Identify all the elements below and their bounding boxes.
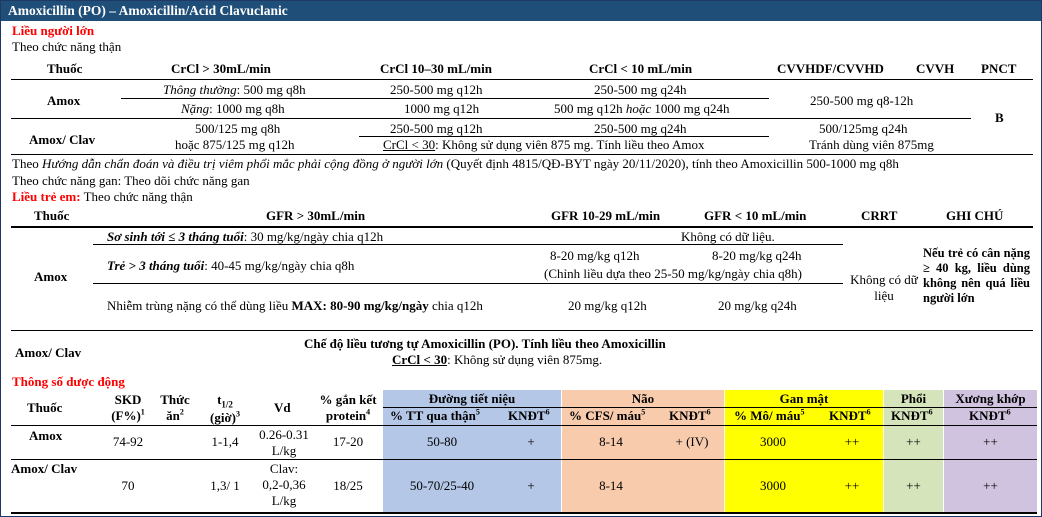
adult-amoxclav-name: Amox/ Clav: [29, 132, 96, 147]
adult-amoxclav-crcl30-note: CrCl < 30: Không sử dụng viên 875 mg. Tính liều theo Amox: [383, 137, 705, 152]
adult-header-crcl-gt30: CrCl > 30mL/min: [171, 61, 271, 76]
pk-row1-name: Amox: [29, 428, 63, 443]
pk-group-uro: Đường tiết niệu: [428, 391, 516, 406]
adult-header-cvvh: CVVH: [916, 61, 955, 76]
child-amox-name: Amox: [34, 269, 68, 284]
adult-amoxclav-gt30-b: hoặc 875/125 mg q12h: [175, 137, 295, 152]
pk-sub-uro-kndt: KNĐT$^6$: [508, 407, 550, 423]
adult-note-pneumonia: Theo Hướng dẫn chẩn đoán và điều trị viêm phổi mắc phải cộng đồng ở người lớn (Quyết định 4815/QĐ-BYT ngày 20/11/2020), tính theo Amoxicillin 500-1000 mg q8h: [12, 156, 899, 171]
pk-row2-liver-mo: 3000: [760, 478, 786, 493]
pk-row1-protein: 17-20: [332, 434, 364, 449]
child-amoxclav-line1: Chế độ liều tương tự Amoxicillin (PO). Tính liều theo Amoxicillin: [304, 336, 666, 351]
pk-row2-lung-kndt: ++: [906, 478, 921, 493]
adult-amoxclav-cvvh-b: Tránh dùng viên 875mg: [809, 137, 934, 152]
adult-amoxclav-crcl-lt10: 250-500 mg q24h: [594, 121, 687, 136]
adult-header-pnct: PNCT: [981, 61, 1017, 76]
adult-header-crcl-10-30: CrCl 10–30 mL/min: [380, 61, 492, 76]
adult-amox-crcl-10-30-a: 250-500 mg q12h: [390, 82, 483, 97]
pk-row1-liver-mo: 3000: [760, 434, 786, 449]
pk-row2-bone-kndt: ++: [983, 478, 998, 493]
child-header-note: GHI CHÚ: [946, 208, 1004, 223]
child-crrt-nodata: Không có dữ liệu: [850, 272, 918, 303]
pk-sub-liver-kndt: KNĐT$^6$: [829, 407, 871, 423]
child-heading: Liều trẻ em: Theo chức năng thận: [12, 189, 193, 204]
pk-row1-lung-kndt: ++: [906, 434, 921, 449]
child-header-gfr-lt10: GFR < 10 mL/min: [704, 208, 807, 223]
pk-row2-uro-kndt: +: [527, 478, 535, 493]
child-older-gfr-lt10: 8-20 mg/kg q24h: [712, 248, 802, 263]
pk-sub-brain-cfs: % CFS/ máu$^5$: [569, 407, 646, 423]
child-older-gfr-10-29: 8-20 mg/kg q12h: [550, 248, 640, 263]
pk-row1-t12: 1-1,4: [211, 434, 239, 449]
child-header-crrt: CRRT: [861, 208, 898, 223]
adult-subheading: Theo chức năng thận: [12, 39, 122, 54]
adult-amox-name: Amox: [47, 93, 81, 108]
adult-amoxclav-gt30-a: 500/125 mg q8h: [195, 121, 281, 136]
child-header-gfr-gt30: GFR > 30mL/min: [266, 208, 366, 223]
pk-sub-lung-kndt: KNĐT$^6$: [891, 407, 933, 423]
pk-row1-vd: 0.26-0.31 L/kg: [259, 427, 309, 458]
pk-group-brain: Não: [631, 391, 655, 406]
child-amoxclav-line2: CrCl < 30: Không sử dụng viên 875mg.: [392, 352, 603, 367]
pk-row2-brain-cfs: 8-14: [599, 478, 623, 493]
pk-header-skd: SKD $(F\%)^1$: [111, 392, 145, 423]
pk-heading: Thông số dược động: [12, 374, 125, 389]
child-amoxclav-name: Amox/ Clav: [15, 345, 82, 360]
adult-amox-cvvh: 250-500 mg q8-12h: [810, 93, 914, 108]
pk-header-protein: % gắn kết protein$^4$: [319, 392, 377, 423]
pk-row2-uro-tt: 50-70/25-40: [409, 478, 475, 493]
adult-header-crcl-lt10: CrCl < 10 mL/min: [589, 61, 693, 76]
adult-amox-normal: Thông thường: 500 mg q8h: [163, 82, 306, 97]
adult-amox-crcl-lt10-b: 500 mg q12h hoặc 1000 mg q24h: [554, 101, 730, 116]
pk-row1-brain-cfs: 8-14: [599, 434, 623, 449]
pk-header-t12: $t_{1/2}$ (giờ)$^3$: [210, 392, 240, 425]
adult-amox-crcl-lt10-a: 250-500 mg q24h: [594, 82, 687, 97]
pk-row2-skd: 70: [121, 478, 135, 493]
pk-group-lung: Phổi: [900, 391, 927, 406]
pk-row2-liver-kndt: ++: [844, 478, 860, 493]
pk-row2-name: Amox/ Clav: [11, 461, 78, 476]
pk-row1-uro-tt: 50-80: [426, 434, 458, 449]
pk-row1-liver-kndt: ++: [844, 434, 860, 449]
adult-amoxclav-crcl-10-30: 250-500 mg q12h: [390, 121, 483, 136]
child-newborn-dose: Sơ sinh tới ≤ 3 tháng tuổi: 30 mg/kg/ngày chia q12h: [107, 229, 384, 244]
child-weight-note: Nếu trẻ có cân nặng ≥ 40 kg, liều dùng không nên quá liều người lớn: [923, 246, 1030, 305]
pk-row2-t12: 1,3/ 1: [210, 478, 240, 493]
pk-header-food: Thức $ăn^2$: [160, 392, 190, 423]
pk-header-vd: Vd: [274, 400, 291, 415]
adult-pnct-value: B: [995, 110, 1004, 125]
adult-heading: Liều người lớn: [12, 23, 95, 38]
page-title: Amoxicillin (PO) – Amoxicillin/Acid Clavuclanic: [1, 1, 1041, 21]
pk-row1-skd: 74-92: [112, 434, 144, 449]
pk-sub-liver-mo: % Mô/ máu$^5$: [734, 407, 805, 423]
child-severe-gfr-10-29: 20 mg/kg q12h: [568, 298, 647, 313]
pk-row1-bone-kndt: ++: [983, 434, 998, 449]
child-severe-gfr-lt10: 20 mg/kg q24h: [718, 298, 797, 313]
child-header-gfr-10-29: GFR 10-29 mL/min: [551, 208, 661, 223]
child-severe-dose: Nhiễm trùng nặng có thể dùng liều MAX: 80-90 mg/kg/ngày chia q12h: [107, 298, 483, 313]
adult-header-cvvhdf: CVVHDF/CVVHD: [777, 61, 884, 76]
pk-row2-protein: 18/25: [333, 478, 363, 493]
adult-note-liver: Theo chức năng gan: Theo dõi chức năng gan: [12, 173, 250, 188]
child-older-dose: Trẻ > 3 tháng tuổi: 40-45 mg/kg/ngày chia q8h: [107, 258, 355, 273]
adult-header-drug: Thuốc: [47, 61, 83, 76]
child-older-adjust-note: (Chỉnh liều dựa theo 25-50 mg/kg/ngày chia q8h): [544, 266, 802, 281]
pk-row2-vd: Clav: 0,2-0,36 L/kg: [262, 461, 306, 508]
pk-group-bone: Xương khớp: [955, 391, 1026, 406]
pk-row1-brain-kndt: + (IV): [675, 434, 709, 449]
adult-amoxclav-cvvh-a: 500/125mg q24h: [819, 121, 908, 136]
pk-row1-uro-kndt: +: [527, 434, 535, 449]
child-header-drug: Thuốc: [34, 208, 70, 223]
pk-sub-brain-kndt: KNĐT$^6$: [669, 407, 711, 423]
child-newborn-nodata: Không có dữ liệu.: [681, 229, 775, 244]
pk-sub-bone-kndt: KNĐT$^6$: [969, 407, 1011, 423]
pk-group-liver: Gan mật: [779, 391, 829, 406]
pk-header-drug: Thuốc: [27, 400, 63, 415]
adult-amox-crcl-10-30-b: 1000 mg q12h: [404, 101, 480, 116]
adult-amox-severe: Nặng: 1000 mg q8h: [181, 101, 285, 116]
pk-sub-uro-tt: % TT qua thận$^5$: [390, 407, 480, 423]
